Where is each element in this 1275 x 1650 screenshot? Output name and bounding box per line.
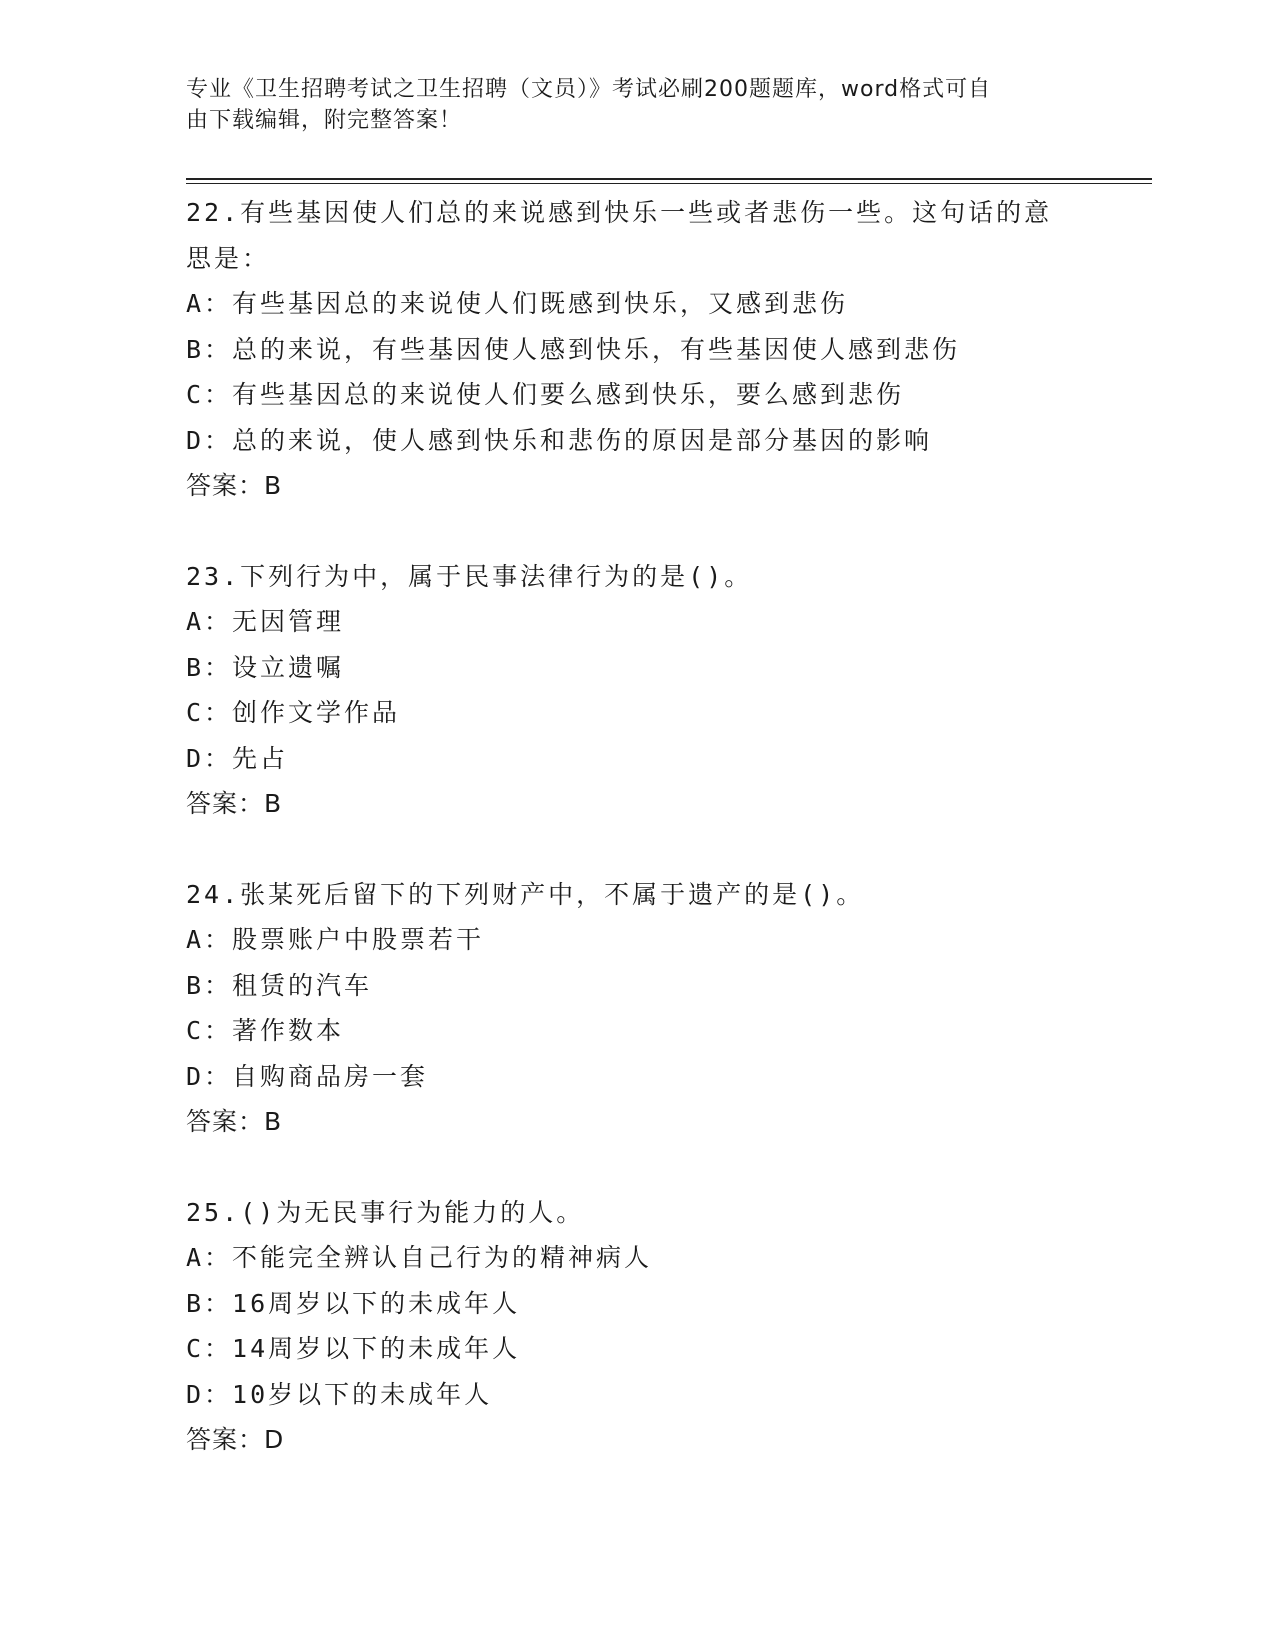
- option-a: A：不能完全辨认自己行为的精神病人: [186, 1243, 653, 1272]
- answer-label: 答案：B: [186, 1107, 283, 1136]
- option-c: C：有些基因总的来说使人们要么感到快乐，要么感到悲伤: [186, 380, 905, 409]
- header-line-1: 专业《卫生招聘考试之卫生招聘（文员）》考试必刷200题题库，word格式可自: [186, 77, 992, 102]
- option-d: D：总的来说，使人感到快乐和悲伤的原因是部分基因的影响: [186, 425, 933, 455]
- header-divider-thin: [186, 183, 1152, 184]
- option-c: C：著作数本: [186, 1016, 345, 1045]
- option-d: D：自购商品房一套: [186, 1061, 429, 1091]
- option-c: C：创作文学作品: [186, 698, 401, 727]
- question-23: [186, 554, 1086, 827]
- question-22: [186, 190, 1086, 509]
- answer-label: 答案：B: [186, 471, 283, 500]
- document-header: [186, 74, 1066, 136]
- answer-label: 答案：B: [186, 789, 283, 818]
- question-stem: 23.下列行为中，属于民事法律行为的是()。: [186, 561, 753, 591]
- option-b: B：总的来说，有些基因使人感到快乐，有些基因使人感到悲伤: [186, 334, 961, 364]
- option-b: B：设立遗嘱: [186, 652, 345, 682]
- option-d: D：先占: [186, 743, 289, 773]
- question-stem: 25.()为无民事行为能力的人。: [186, 1197, 585, 1227]
- header-line-2: 由下载编辑，附完整答案！: [186, 108, 463, 133]
- option-d: D：10岁以下的未成年人: [186, 1379, 493, 1409]
- option-c: C：14周岁以下的未成年人: [186, 1334, 521, 1363]
- question-stem: 24.张某死后留下的下列财产中，不属于遗产的是()。: [186, 879, 865, 909]
- question-24: [186, 872, 1086, 1145]
- question-25: [186, 1190, 1086, 1463]
- header-divider-thick: [186, 178, 1152, 180]
- option-a: A：股票账户中股票若干: [186, 925, 485, 954]
- option-b: B：租赁的汽车: [186, 970, 373, 1000]
- question-list: [186, 190, 1086, 1508]
- option-b: B：16周岁以下的未成年人: [186, 1288, 521, 1318]
- option-a: A：有些基因总的来说使人们既感到快乐，又感到悲伤: [186, 289, 849, 318]
- option-a: A：无因管理: [186, 607, 345, 636]
- question-stem: 22.有些基因使人们总的来说感到快乐一些或者悲伤一些。这句话的意思是：: [186, 198, 1053, 273]
- answer-label: 答案：D: [186, 1425, 285, 1454]
